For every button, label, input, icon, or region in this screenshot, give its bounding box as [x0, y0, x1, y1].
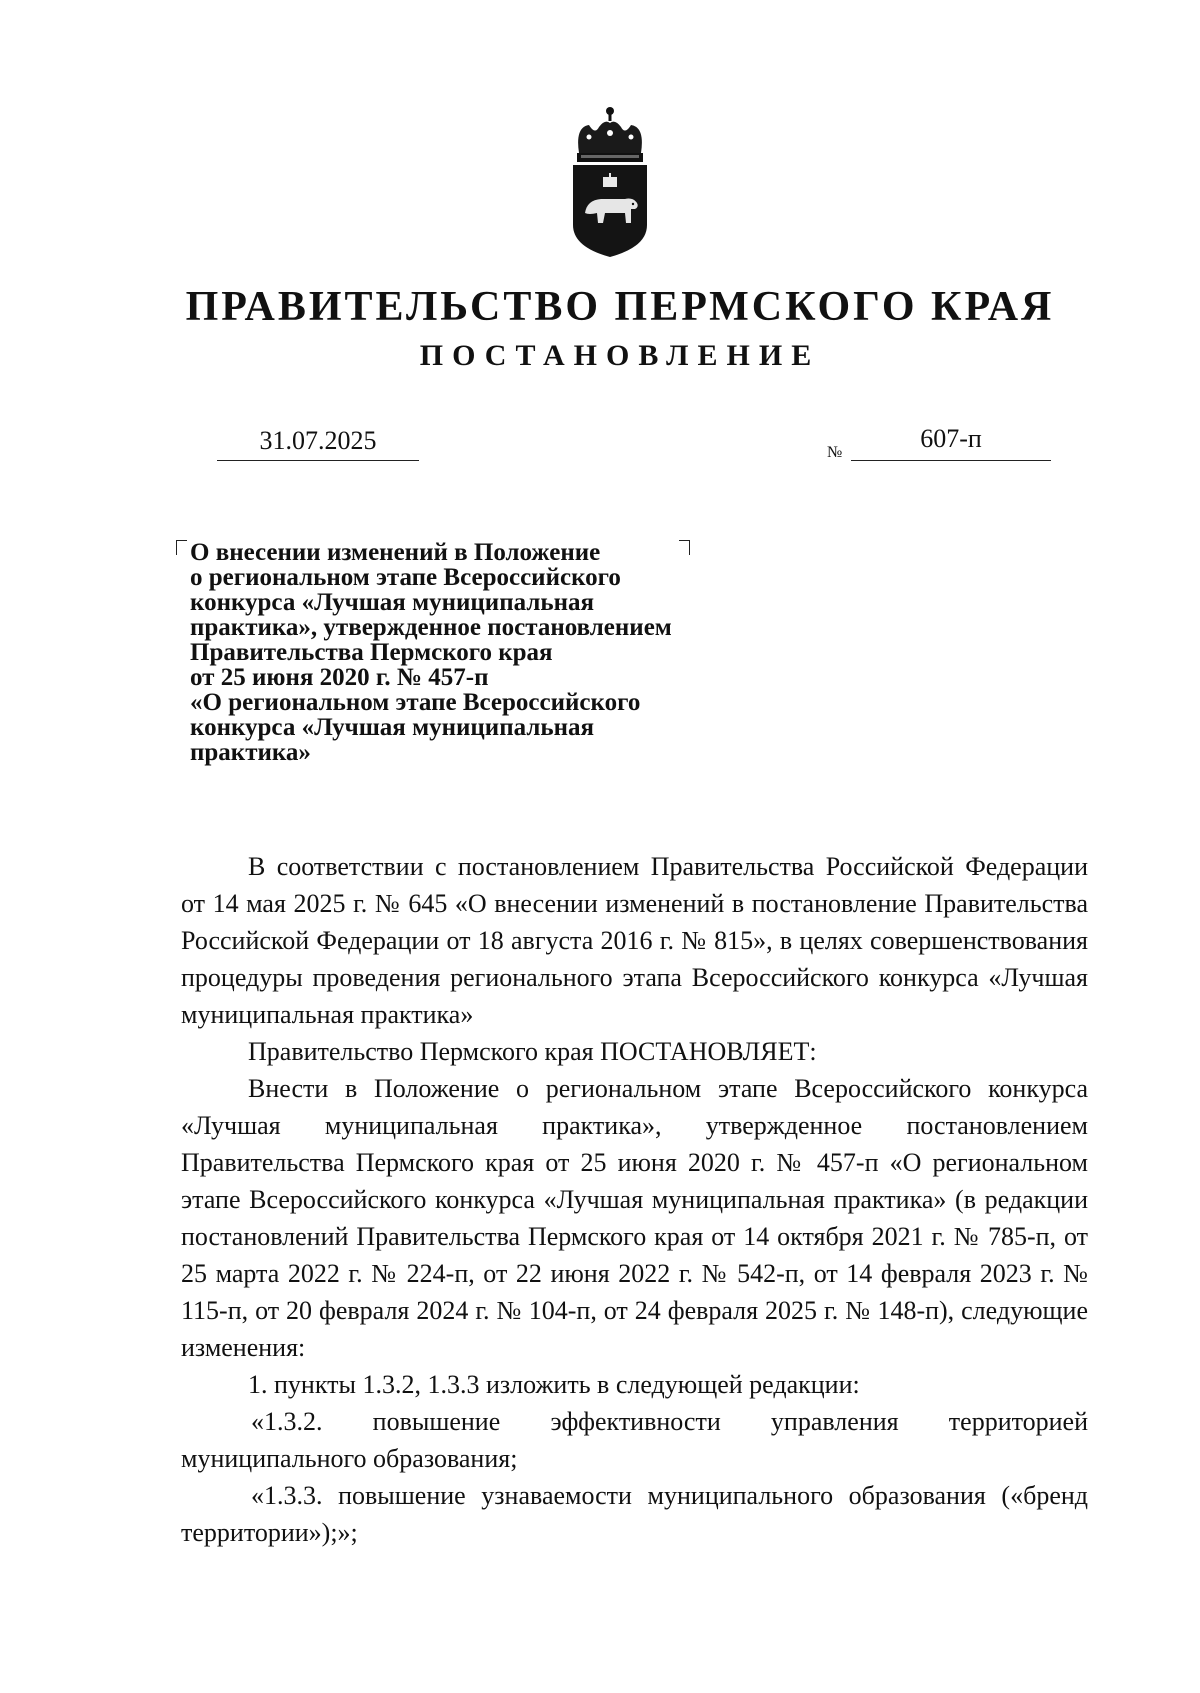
subject-line: от 25 июня 2020 г. № 457-п — [190, 664, 489, 691]
document-number: 607-п — [920, 424, 982, 453]
preamble-paragraph: В соответствии с постановлением Правительства Российской Федерации от 14 мая 2025 г. № 645 «О внесении изменений в постановление Правительства Российской Федерации от 18 августа 2016 г. № 815», в целях совершенствования процедуры проведения регионального этапа Всероссийского конкурса «Лучшая муниципальная практика» — [181, 852, 1088, 1029]
subject-line: О внесении изменений в Положение — [190, 539, 601, 566]
subject-line: о региональном этапе Всероссийского — [190, 564, 621, 591]
number-underline — [851, 460, 1051, 461]
organization-title: ПРАВИТЕЛЬСТВО ПЕРМСКОГО КРАЯ — [185, 284, 1055, 330]
subject-corner-left — [176, 540, 187, 555]
item-1-3-3-paragraph: «1.3.3. повышение узнаваемости муниципального образования («бренд территории»);»; — [181, 1481, 1088, 1547]
subject-line: практика», утвержденное постановлением — [190, 614, 672, 641]
subject-line: конкурса «Лучшая муниципальная — [190, 589, 595, 616]
subject-line: практика» — [190, 739, 311, 766]
subject-line: Правительства Пермского края — [190, 639, 553, 666]
subject-line: конкурса «Лучшая муниципальная — [190, 714, 595, 741]
item-1-paragraph: 1. пункты 1.3.2, 1.3.3 изложить в следующей редакции: — [248, 1370, 860, 1399]
number-sign: № — [827, 444, 843, 461]
subject-line: «О региональном этапе Всероссийского — [190, 689, 641, 716]
amendment-intro-paragraph: Внести в Положение о региональном этапе Всероссийского конкурса «Лучшая муниципальная практика», утвержденное постановлением Правительства Пермского края от 25 июня 2020 г. № 457-п «О региональном этапе Всероссийского конкурса «Лучшая муниципальная практика» (в редакции постановлений Правительства Пермского края от 14 октября 2021 г. № 785-п, от 25 марта 2022 г. № 224-п, от 22 июня 2022 г. № 542-п, от 14 февраля 2023 г. № 115-п, от 20 февраля 2024 г. № 104-п, от 24 февраля 2025 г. № 148-п), следующие изменения: — [181, 1074, 1088, 1362]
document-subject — [190, 540, 750, 765]
document-date: 31.07.2025 — [259, 426, 377, 455]
resolves-paragraph: Правительство Пермского края ПОСТАНОВЛЯЕТ: — [248, 1037, 817, 1066]
item-1-3-2-paragraph: «1.3.2. повышение эффективности управления территорией муниципального образования; — [181, 1407, 1088, 1473]
perm-krai-coat-of-arms-icon — [565, 105, 655, 260]
document-type: ПОСТАНОВЛЕНИЕ — [419, 339, 821, 372]
document-body — [181, 848, 1088, 1551]
date-underline — [217, 460, 419, 461]
